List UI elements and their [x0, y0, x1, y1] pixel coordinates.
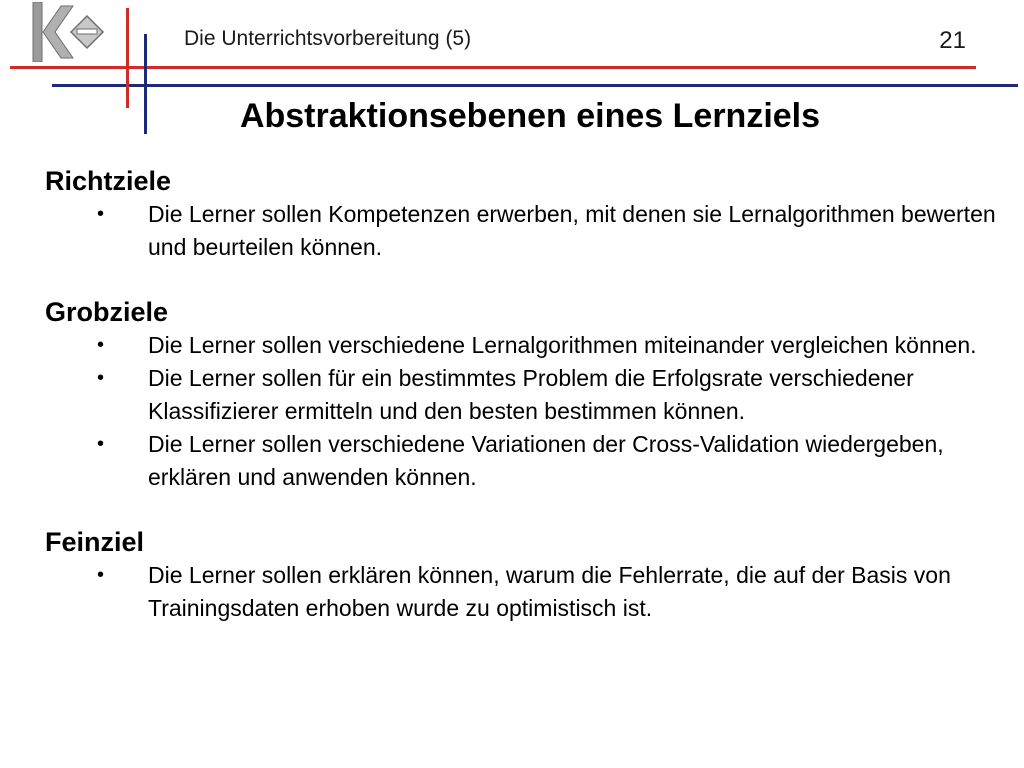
section-grobziele	[45, 295, 1005, 494]
header-red-vertical-line	[126, 8, 129, 108]
header-title: Die Unterrichtsvorbereitung (5)	[184, 27, 472, 50]
bullet-icon: •	[97, 367, 105, 389]
section-feinziel	[45, 525, 1005, 625]
section-richtziele	[45, 164, 1005, 264]
bullet-item	[45, 559, 1005, 625]
slide-content	[45, 164, 1005, 656]
bullet-text: Die Lerner sollen verschiedene Lernalgorithmen miteinander vergleichen können.	[148, 332, 977, 358]
bullet-text: Die Lerner sollen erklären können, warum die Fehlerrate, die auf der Basis von Trainingsdaten erhoben wurde zu optimistisch ist.	[148, 562, 951, 621]
section-heading: Richtziele	[45, 166, 172, 196]
section-heading: Feinziel	[45, 527, 145, 557]
slide-title: Abstraktionsebenen eines Lernziels	[239, 97, 821, 135]
bullet-item	[45, 329, 1005, 362]
bullet-item	[45, 198, 1005, 264]
bullet-icon: •	[97, 564, 105, 586]
bullet-icon: •	[97, 203, 105, 225]
header-blue-horizontal-line	[52, 84, 1018, 87]
bullet-icon: •	[97, 433, 105, 455]
section-heading: Grobziele	[45, 297, 169, 327]
bullet-text: Die Lerner sollen für ein bestimmtes Problem die Erfolgsrate verschiedener Klassifizierer ermitteln und den besten bestimmen können.	[148, 365, 914, 424]
ke-logo-icon	[31, 2, 105, 62]
slide-number: 21	[939, 27, 966, 54]
bullet-text: Die Lerner sollen Kompetenzen erwerben, mit denen sie Lernalgorithmen bewerten und beurteilen können.	[148, 201, 996, 260]
bullet-icon: •	[97, 334, 105, 356]
header-red-horizontal-line	[10, 66, 976, 69]
bullet-item	[45, 428, 1005, 494]
bullet-item	[45, 362, 1005, 428]
bullet-text: Die Lerner sollen verschiedene Variationen der Cross-Validation wiedergeben, erklären und anwenden können.	[148, 431, 944, 490]
